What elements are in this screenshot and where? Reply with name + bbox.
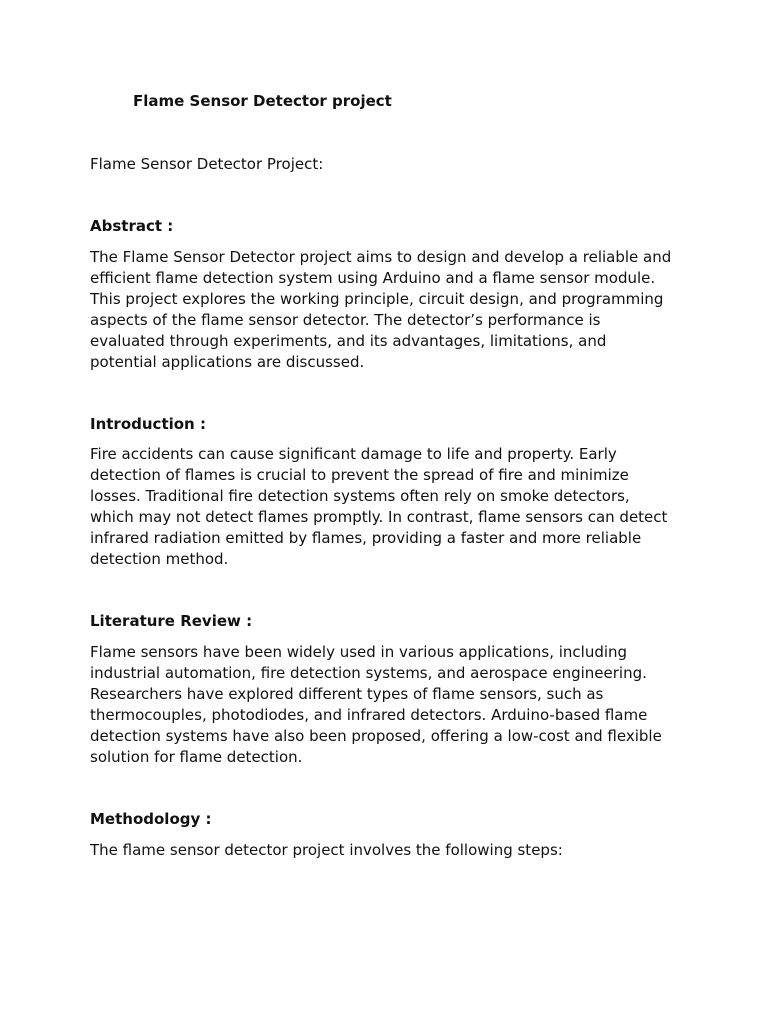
paragraph-line: detection systems have also been proposed, offering a low-cost and flexible — [90, 727, 662, 745]
methodology-heading: Methodology : — [90, 810, 212, 828]
paragraph-line: Flame sensors have been widely used in various applications, including — [90, 643, 628, 661]
document-subtitle: Flame Sensor Detector Project: — [90, 155, 324, 173]
paragraph-line: industrial automation, fire detection systems, and aerospace engineering. — [90, 664, 647, 682]
paragraph-line: The Flame Sensor Detector project aims to design and develop a reliable and — [90, 248, 672, 266]
paragraph-line: detection of flames is crucial to prevent the spread of fire and minimize — [90, 466, 629, 484]
document-title: Flame Sensor Detector project — [133, 92, 392, 110]
introduction-heading: Introduction : — [90, 415, 206, 433]
paragraph-line: This project explores the working principle, circuit design, and programming — [90, 290, 664, 308]
paragraph-line: solution for flame detection. — [90, 748, 303, 766]
paragraph-line: which may not detect flames promptly. In contrast, flame sensors can detect — [90, 508, 668, 526]
literature-review-heading: Literature Review : — [90, 612, 253, 630]
paragraph-line: The flame sensor detector project involves the following steps: — [90, 841, 563, 859]
paragraph-line: efficient flame detection system using Arduino and a flame sensor module. — [90, 269, 656, 287]
abstract-paragraph — [90, 247, 690, 373]
paragraph-line: aspects of the flame sensor detector. The detector’s performance is — [90, 311, 601, 329]
paragraph-line: potential applications are discussed. — [90, 353, 365, 371]
paragraph-line: Fire accidents can cause significant damage to life and property. Early — [90, 445, 617, 463]
paragraph-line: evaluated through experiments, and its advantages, limitations, and — [90, 332, 607, 350]
paragraph-line: detection method. — [90, 550, 229, 568]
literature-review-paragraph — [90, 642, 690, 768]
introduction-paragraph — [90, 444, 690, 570]
paragraph-line: Researchers have explored different types of flame sensors, such as — [90, 685, 604, 703]
paragraph-line: losses. Traditional fire detection systems often rely on smoke detectors, — [90, 487, 630, 505]
paragraph-line: thermocouples, photodiodes, and infrared detectors. Arduino-based flame — [90, 706, 648, 724]
paragraph-line: infrared radiation emitted by flames, providing a faster and more reliable — [90, 529, 642, 547]
methodology-paragraph — [90, 840, 690, 861]
abstract-heading: Abstract : — [90, 217, 174, 235]
